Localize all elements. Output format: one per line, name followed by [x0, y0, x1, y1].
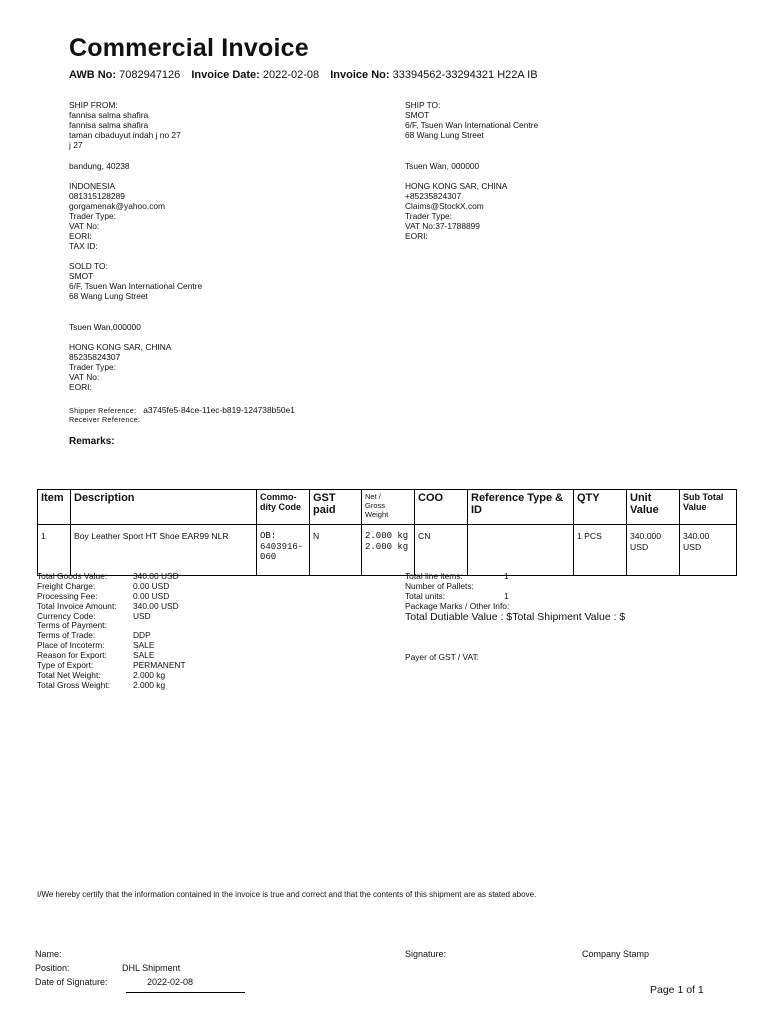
- summary-value: PERMANENT: [133, 660, 186, 671]
- date-of-signature-label: Date of Signature:: [35, 977, 108, 987]
- summary-label: Currency Code:: [37, 610, 96, 621]
- invoice-no-value: 33394562-33294321 H22A IB: [392, 69, 538, 81]
- address-line: INDONESIA: [69, 180, 116, 191]
- position-label: Position:: [35, 963, 70, 973]
- ship-to-block: [405, 100, 538, 241]
- col-qty: QTY: [574, 490, 627, 525]
- summary-label: Place of Incoterm:: [37, 640, 105, 651]
- summary-value: 1: [504, 571, 509, 581]
- address-line: Claims@StockX.com: [405, 200, 484, 211]
- address-line: HONG KONG SAR, CHINA: [69, 341, 172, 352]
- awb-value: 7082947126: [119, 69, 181, 81]
- cell-gst: N: [310, 525, 362, 576]
- name-label: Name:: [35, 949, 62, 959]
- invoice-date-label: Invoice Date:: [191, 69, 260, 81]
- cell-qty: 1 PCS: [574, 525, 627, 576]
- summary-label: Terms of Trade:: [37, 630, 96, 641]
- summary-label: Type of Export:: [37, 660, 94, 671]
- summary-label: Total units:: [405, 590, 446, 601]
- address-line: EORI:: [69, 382, 92, 393]
- col-gst-paid: GST paid: [310, 490, 362, 525]
- address-line: taman cibaduyut indah j no 27: [69, 130, 181, 141]
- address-line: [405, 150, 538, 160]
- summary-label: Total Goods Value:: [37, 571, 108, 581]
- summary-label: Total Net Weight:: [37, 669, 101, 680]
- certification-text: I/We hereby certify that the information contained in the invoice is true and correct and that the contents of this shipment are as stated above.: [37, 890, 537, 899]
- summary-value: 0.00 USD: [133, 590, 170, 601]
- summary-value: USD: [133, 610, 151, 621]
- address-line: EORI:: [405, 231, 428, 242]
- address-line: Tsuen Wan, 000000: [405, 160, 480, 171]
- shipper-reference-label: Shipper Reference:: [69, 406, 137, 415]
- document-title: Commercial Invoice: [69, 34, 309, 62]
- summary-label: Reason for Export:: [37, 650, 107, 661]
- address-line: 6/F, Tsuen Wan International Centre: [69, 281, 203, 292]
- remarks-label: Remarks:: [69, 436, 115, 447]
- cell-description: Boy Leather Sport HT Shoe EAR99 NLR: [71, 525, 257, 576]
- summary-label: Total line items:: [405, 571, 463, 581]
- col-item: Item: [38, 490, 71, 525]
- summary-label: Processing Fee:: [37, 590, 98, 601]
- address-line: Trader Type:: [69, 211, 117, 222]
- summary-row: [37, 681, 186, 691]
- cell-unit-value: 340.000 USD: [627, 525, 680, 576]
- signature-label: Signature:: [405, 949, 447, 959]
- col-coo: COO: [415, 490, 468, 525]
- address-line: bandung, 40238: [69, 160, 130, 171]
- address-line: [69, 171, 181, 181]
- totals-left-block: [37, 572, 186, 691]
- address-line: SOLD TO:: [69, 261, 108, 271]
- address-line: 68 Wang Lung Street: [405, 130, 484, 141]
- cell-subtotal: 340.00 USD: [680, 525, 737, 576]
- summary-value: 1: [504, 590, 509, 601]
- ship-from-block: [69, 100, 181, 251]
- cell-coo: CN: [415, 525, 468, 576]
- receiver-reference-label: Receiver Reference:: [69, 415, 141, 424]
- col-subtotal: Sub Total Value: [680, 490, 737, 525]
- summary-label: Freight Charge:: [37, 580, 96, 591]
- summary-value: 0.00 USD: [133, 580, 170, 591]
- summary-label: Terms of Payment:: [37, 620, 107, 631]
- cell-weight: 2.000 kg 2.000 kg: [362, 525, 415, 576]
- summary-value: 2.000 kg: [133, 669, 166, 680]
- address-line: 6/F, Tsuen Wan International Centre: [405, 120, 539, 131]
- cell-commodity-code: OB: 6403916- 060: [257, 525, 310, 576]
- address-line: fannisa salma shafira: [69, 110, 149, 121]
- address-line: HONG KONG SAR, CHINA: [405, 180, 508, 191]
- invoice-no-label: Invoice No:: [330, 69, 390, 81]
- table-row: [38, 525, 737, 576]
- invoice-date-value: 2022-02-08: [262, 69, 320, 81]
- payer-of-gst: Payer of GST / VAT:: [405, 652, 480, 662]
- cell-reference: [468, 525, 574, 576]
- line-items-table: [37, 489, 737, 576]
- address-line: [69, 332, 202, 342]
- address-line: TAX ID:: [69, 241, 98, 252]
- summary-label: Number of Pallets:: [405, 580, 474, 591]
- address-line: VAT No:: [69, 372, 100, 383]
- col-weight: Net / Gross Weight: [362, 490, 415, 525]
- address-line: 68 Wang Lung Street: [69, 291, 148, 302]
- summary-value: SALE: [133, 640, 155, 651]
- address-line: [69, 311, 202, 321]
- awb-label: AWB No:: [69, 69, 117, 81]
- address-line: gorgamenak@yahoo.com: [69, 200, 166, 211]
- address-line: j 27: [69, 140, 83, 151]
- col-reference: Reference Type & ID: [468, 490, 574, 525]
- page-number: Page 1 of 1: [650, 984, 704, 996]
- position-value: DHL Shipment: [122, 963, 181, 973]
- col-commodity-code: Commo- dity Code: [257, 490, 310, 525]
- invoice-header-line: [69, 69, 538, 81]
- address-line: [405, 140, 538, 150]
- cell-item: 1: [38, 525, 71, 576]
- company-stamp-label: Company Stamp: [582, 949, 650, 959]
- address-line: [405, 171, 538, 181]
- date-of-signature-value: 2022-02-08: [147, 977, 194, 987]
- col-unit-value: Unit Value: [627, 490, 680, 525]
- sold-to-block: [69, 261, 202, 392]
- summary-value: 340.00 USD: [133, 600, 179, 611]
- summary-label: Package Marks / Other Info:: [405, 600, 510, 611]
- summary-label: Total Gross Weight:: [37, 679, 110, 690]
- address-line: SHIP FROM:: [69, 100, 118, 110]
- summary-value: SALE: [133, 650, 155, 661]
- date-underline: [126, 992, 245, 993]
- total-dutiable-value: Total Dutiable Value : $Total Shipment Value : $: [405, 611, 626, 623]
- summary-value: DDP: [133, 630, 151, 641]
- address-line: +85235824307: [405, 190, 462, 201]
- address-line: SHIP TO:: [405, 100, 441, 110]
- address-line: [69, 150, 181, 160]
- address-line: SMOT: [405, 110, 430, 121]
- summary-label: Total Invoice Amount:: [37, 600, 117, 611]
- address-line: Trader Type:: [69, 361, 117, 372]
- summary-value: 2.000 kg: [133, 679, 166, 690]
- address-line: VAT No:37-1788899: [405, 221, 480, 232]
- col-description: Description: [71, 490, 257, 525]
- address-line: fannisa salma shafira: [69, 120, 149, 131]
- address-line: EORI:: [69, 231, 92, 242]
- address-line: 85235824307: [69, 351, 121, 362]
- address-line: SMOT: [69, 271, 94, 282]
- summary-value: 340.00 USD: [133, 571, 179, 581]
- address-line: Trader Type:: [405, 211, 453, 222]
- shipper-reference-value: a3745fe5-84ce-11ec-b819-124738b50e1: [143, 405, 295, 415]
- address-line: [69, 301, 202, 311]
- address-line: Tsuen Wan,000000: [69, 321, 141, 332]
- table-header-row: [38, 490, 737, 525]
- totals-right-block: [405, 572, 509, 612]
- address-line: 081315128289: [69, 190, 125, 201]
- address-line: VAT No:: [69, 221, 100, 232]
- references-block: [69, 406, 295, 424]
